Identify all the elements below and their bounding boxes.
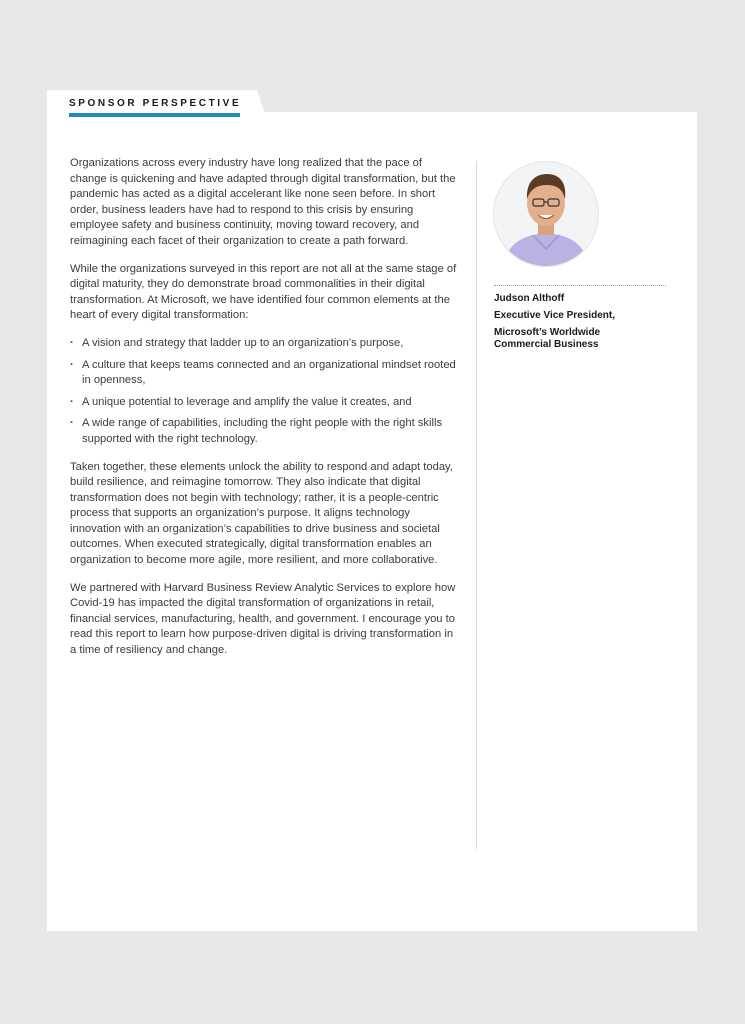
paragraph-3: Taken together, these elements unlock the ability to respond and adapt today, build resilience, and reimagine tomorrow. They also indicate that digital transformation does not begin with technology; rather, it is a people-centric process that supports an organization’s purpose. It aligns technology innovation with an organization’s capabilities to drive business and societal outcomes. When executed strategically, digital transformation enables an organization to become more agile, more resilient, and more collaborative. (70, 460, 453, 567)
section-underline (69, 113, 240, 117)
paragraph-2: While the organizations surveyed in this report are not all at the same stage of digital maturity, they do demonstrate broad commonalities in their digital transformation. At Microsoft, we have identified four common elements at the heart of every digital transformation: (70, 262, 457, 322)
list-item: · A culture that keeps teams connected and an organizational mindset rooted in openness, (70, 358, 458, 389)
sponsor-portrait (493, 161, 599, 267)
paragraph-4: We partnered with Harvard Business Review Analytic Services to explore how Covid-19 has impacted the digital transformation of organizations in retail, financial services, manufacturing, health, and government. I encourage you to read this report to learn how purpose-driven digital is driving transformation in a time of resiliency and change. (70, 581, 456, 657)
elements-list (70, 336, 458, 448)
list-item: · A wide range of capabilities, including the right people with the right skills supported with the right technology. (70, 416, 458, 447)
section-label: SPONSOR PERSPECTIVE (69, 98, 242, 109)
sponsor-org-line-2: Commercial Business (494, 339, 599, 350)
signature-block (494, 293, 684, 351)
list-item: · A vision and strategy that ladder up to an organization’s purpose, (70, 336, 458, 352)
sponsor-org-line-1: Microsoft’s Worldwide (494, 327, 601, 338)
signature-divider (494, 285, 666, 286)
sponsor-title: Executive Vice President, (494, 310, 615, 321)
paragraph-1: Organizations across every industry have long realized that the pace of change is quickening and have adapted through digital transformation, but the pandemic has acted as a digital accelerant like none seen before. In short order, business leaders have had to respond to this crisis by ensuring employee safety and business continuity, moving toward recovery, and reimagining each facet of their organization to create a path forward. (70, 157, 456, 247)
article-body (70, 156, 458, 671)
sponsor-name: Judson Althoff (494, 293, 565, 304)
list-item: · A unique potential to leverage and amplify the value it creates, and (70, 395, 458, 411)
column-divider (476, 161, 477, 849)
